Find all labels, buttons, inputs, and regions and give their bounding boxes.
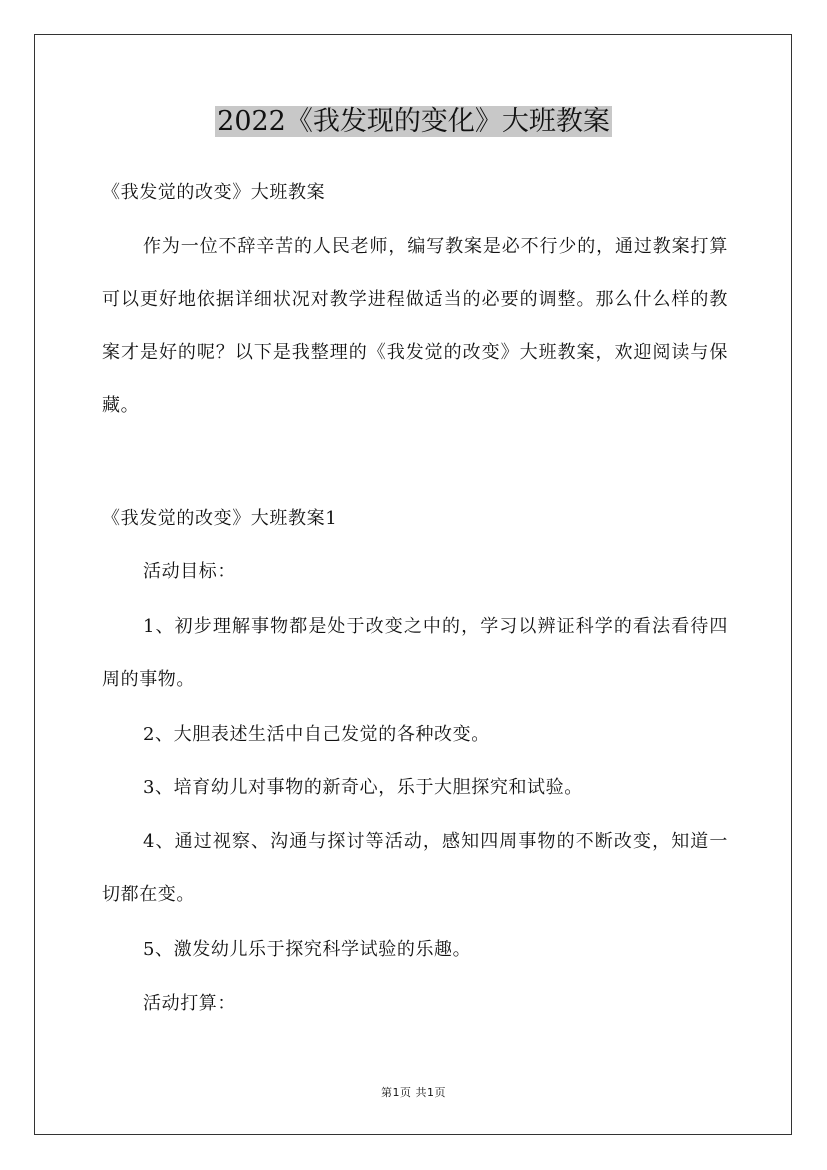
document-title-text: 2022《我发现的变化》大班教案 <box>217 106 610 137</box>
subtitle: 《我发觉的改变》大班教案 <box>102 182 326 203</box>
goal-item-2: 2、大胆表述生活中自己发觉的各种改变。 <box>143 724 490 745</box>
goal-item-4: 4、通过视察、沟通与探讨等活动，感知四周事物的不断改变，知道一切都在变。 <box>102 831 728 905</box>
goals-heading: 活动目标： <box>143 561 236 582</box>
goal-item-1: 1、初步理解事物都是处于改变之中的，学习以辨证科学的看法看待四周的事物。 <box>102 616 728 690</box>
section-heading: 《我发觉的改变》大班教案1 <box>102 508 338 529</box>
prep-heading: 活动打算： <box>143 993 236 1014</box>
page-footer: 第1页 共1页 <box>381 1086 446 1099</box>
document-title <box>0 102 827 142</box>
goal-item-3: 3、培育幼儿对事物的新奇心，乐于大胆探究和试验。 <box>143 777 583 798</box>
intro-paragraph: 作为一位不辞辛苦的人民老师，编写教案是必不行少的，通过教案打算可以更好地依据详细状况对教学进程做适当的必要的调整。那么什么样的教案才是好的呢？以下是我整理的《我发觉的改变》大班教案，欢迎阅读与保藏。 <box>102 236 728 416</box>
goal-item-5: 5、激发幼儿乐于探究科学试验的乐趣。 <box>143 939 472 960</box>
